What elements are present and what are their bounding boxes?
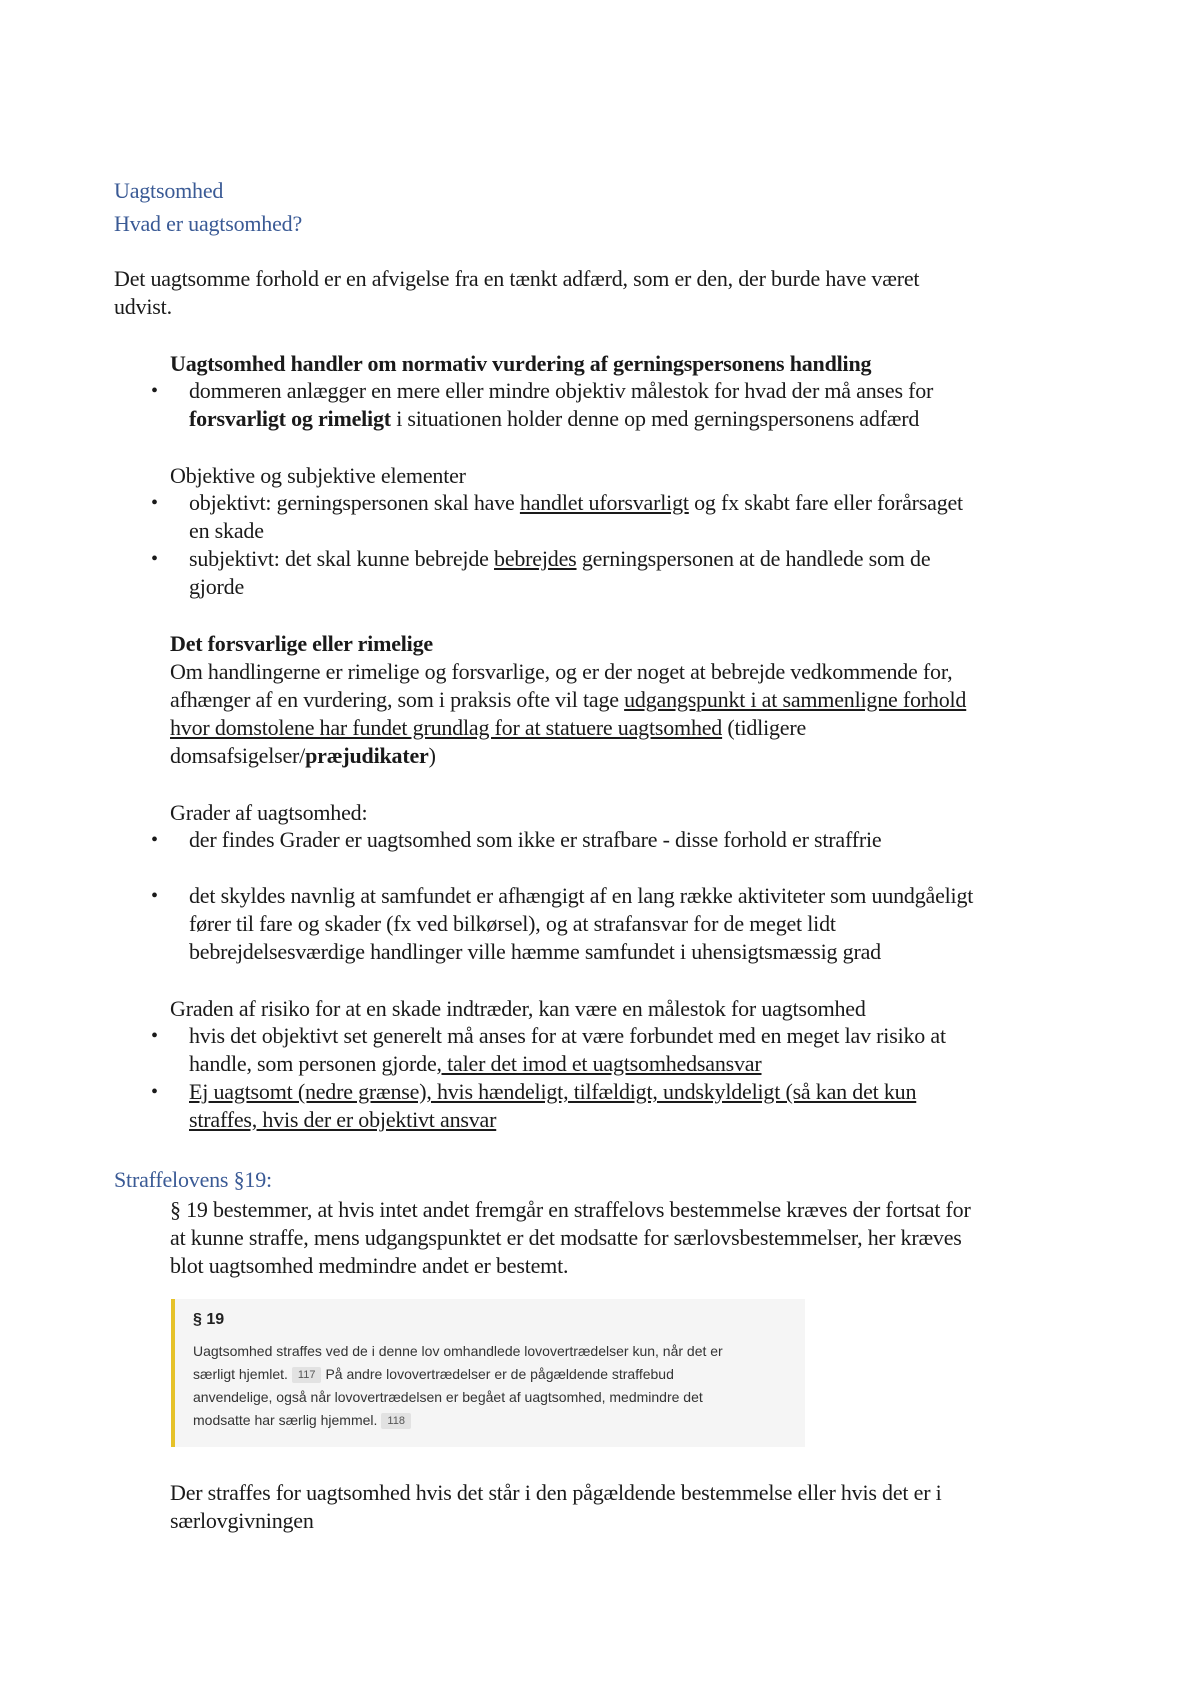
law-quote-line2-post: På andre lovovertrædelser er de pågældende straffebud bbox=[325, 1366, 674, 1382]
bullet-icon: • bbox=[151, 885, 159, 907]
section5-bullet1-line2 bbox=[189, 1050, 762, 1078]
section1-bullet1-line2 bbox=[189, 405, 919, 433]
section2-b1-post: og fx skabt fare eller forårsaget bbox=[688, 490, 963, 515]
underline-udgangspunkt: udgangspunkt i at sammenligne forhold bbox=[624, 687, 967, 712]
section3-line1: Om handlingerne er rimelige og forsvarlige, og er der noget at bebrejde vedkommende for, bbox=[170, 659, 953, 684]
section2-bullet1-line1 bbox=[189, 489, 963, 517]
section3-line3-post: (tidligere bbox=[722, 715, 807, 740]
heading-uagtsomhed: Uagtsomhed bbox=[114, 178, 224, 203]
section3-line3 bbox=[170, 714, 806, 742]
section5-bullet1-line1: hvis det objektivt set generelt må anses for at være forbundet med en meget lav risiko at bbox=[189, 1023, 946, 1048]
section4-bullet2-line1: det skyldes navnlig at samfundet er afhængigt af en lang række aktiviteter som uundgåeligt bbox=[189, 883, 974, 908]
law-quote-box bbox=[171, 1299, 805, 1447]
heading-hvad-er-uagtsomhed: Hvad er uagtsomhed? bbox=[114, 211, 303, 236]
law-quote-line4 bbox=[193, 1412, 415, 1429]
underline-handlet-uforsvarligt: handlet uforsvarligt bbox=[519, 490, 689, 515]
section6-line1: § 19 bestemmer, at hvis intet andet fremgår en straffelovs bestemmelse kræves der fortsat for bbox=[170, 1197, 971, 1222]
footnote-ref-118[interactable]: 118 bbox=[381, 1413, 411, 1429]
law-quote-title: § 19 bbox=[193, 1311, 225, 1328]
law-quote-line2 bbox=[193, 1366, 674, 1383]
section6-line2: at kunne straffe, mens udgangspunktet er det modsatte for særlovsbestemmelser, her kræves bbox=[170, 1225, 962, 1250]
section2-bullet2-line2: gjorde bbox=[189, 574, 245, 599]
section3-line4-post: ) bbox=[428, 743, 436, 768]
section4-bullet1: der findes Grader er uagtsomhed som ikke er strafbare - disse forhold er straffrie bbox=[189, 827, 882, 852]
bold-forsvarligt: forsvarligt og rimeligt bbox=[189, 406, 391, 431]
conclusion-line1: Der straffes for uagtsomhed hvis det står i den pågældende bestemmelse eller hvis det er i bbox=[170, 1480, 942, 1505]
section-title-normativ: Uagtsomhed handler om normativ vurdering af gerningspersonens handling bbox=[170, 351, 872, 376]
intro-line-2: udvist. bbox=[114, 294, 172, 319]
section1-bullet1-line1: dommeren anlægger en mere eller mindre objektiv målestok for hvad der må anses for bbox=[189, 378, 934, 403]
bullet-icon: • bbox=[151, 380, 159, 402]
underline-domstolene: hvor domstolene har fundet grundlag for at statuere uagtsomhed bbox=[170, 715, 723, 740]
footnote-ref-117[interactable]: 117 bbox=[292, 1367, 322, 1383]
section4-bullet2-line2: fører til fare og skader (fx ved bilkørsel), og at strafansvar for de meget lidt bbox=[189, 911, 836, 936]
heading-straffeloven: Straffelovens §19: bbox=[114, 1167, 272, 1192]
section2-b2-pre: subjektivt: det skal kunne bebrejde bbox=[189, 546, 495, 571]
bullet-icon: • bbox=[151, 829, 159, 851]
law-quote-line1: Uagtsomhed straffes ved de i denne lov omhandlede lovovertrædelser kun, når det er bbox=[193, 1343, 723, 1359]
bullet-icon: • bbox=[151, 1025, 159, 1047]
underline-bebrejdes: bebrejdes bbox=[494, 546, 577, 571]
law-quote-line4-pre: modsatte har særlig hjemmel. bbox=[193, 1412, 378, 1428]
section-title-grader: Grader af uagtsomhed: bbox=[170, 800, 368, 825]
bullet-icon: • bbox=[151, 548, 159, 570]
section6-line3: blot uagtsomhed medmindre andet er bestemt. bbox=[170, 1253, 569, 1278]
bullet-icon: • bbox=[151, 492, 159, 514]
section3-line4 bbox=[170, 742, 436, 770]
section3-line2-pre: afhænger af en vurdering, som i praksis ofte vil tage bbox=[170, 687, 625, 712]
section-title-elementer: Objektive og subjektive elementer bbox=[170, 463, 466, 488]
section-title-risiko: Graden af risiko for at en skade indtræder, kan være en målestok for uagtsomhed bbox=[170, 996, 866, 1021]
section5-bullet2-line2: straffes, hvis der er objektivt ansvar bbox=[189, 1107, 497, 1132]
conclusion-line2: særlovgivningen bbox=[170, 1508, 314, 1533]
section-title-forsvarlige: Det forsvarlige eller rimelige bbox=[170, 631, 433, 656]
section5-b1-pre: handle, som personen gjorde bbox=[189, 1051, 437, 1076]
underline-uagtsomhedsansvar: , taler det imod et uagtsomhedsansvar bbox=[436, 1051, 762, 1076]
law-quote-line2-pre: særligt hjemlet. bbox=[193, 1366, 288, 1382]
section3-line4-pre: domsafsigelser/ bbox=[170, 743, 306, 768]
section4-bullet2-line3: bebrejdelsesværdige handlinger ville hæmme samfundet i uhensigtsmæssig grad bbox=[189, 939, 881, 964]
section2-b2-post: gerningspersonen at de handlede som de bbox=[576, 546, 931, 571]
section1-bullet1-rest: i situationen holder denne op med gerningspersonens adfærd bbox=[390, 406, 920, 431]
section2-bullet1-line2: en skade bbox=[189, 518, 264, 543]
law-quote-line3: anvendelige, også når lovovertrædelsen er begået af uagtsomhed, medmindre det bbox=[193, 1389, 703, 1405]
section2-bullet2-line1 bbox=[189, 545, 930, 573]
section3-line2 bbox=[170, 686, 966, 714]
bold-praejudikater: præjudikater bbox=[305, 743, 429, 768]
intro-line-1: Det uagtsomme forhold er en afvigelse fra en tænkt adfærd, som er den, der burde have været bbox=[114, 266, 920, 291]
section5-bullet2-line1: Ej uagtsomt (nedre grænse), hvis hændeligt, tilfældigt, undskyldeligt (så kan det kun bbox=[189, 1079, 917, 1104]
section2-b1-pre: objektivt: gerningspersonen skal have bbox=[189, 490, 520, 515]
bullet-icon: • bbox=[151, 1081, 159, 1103]
